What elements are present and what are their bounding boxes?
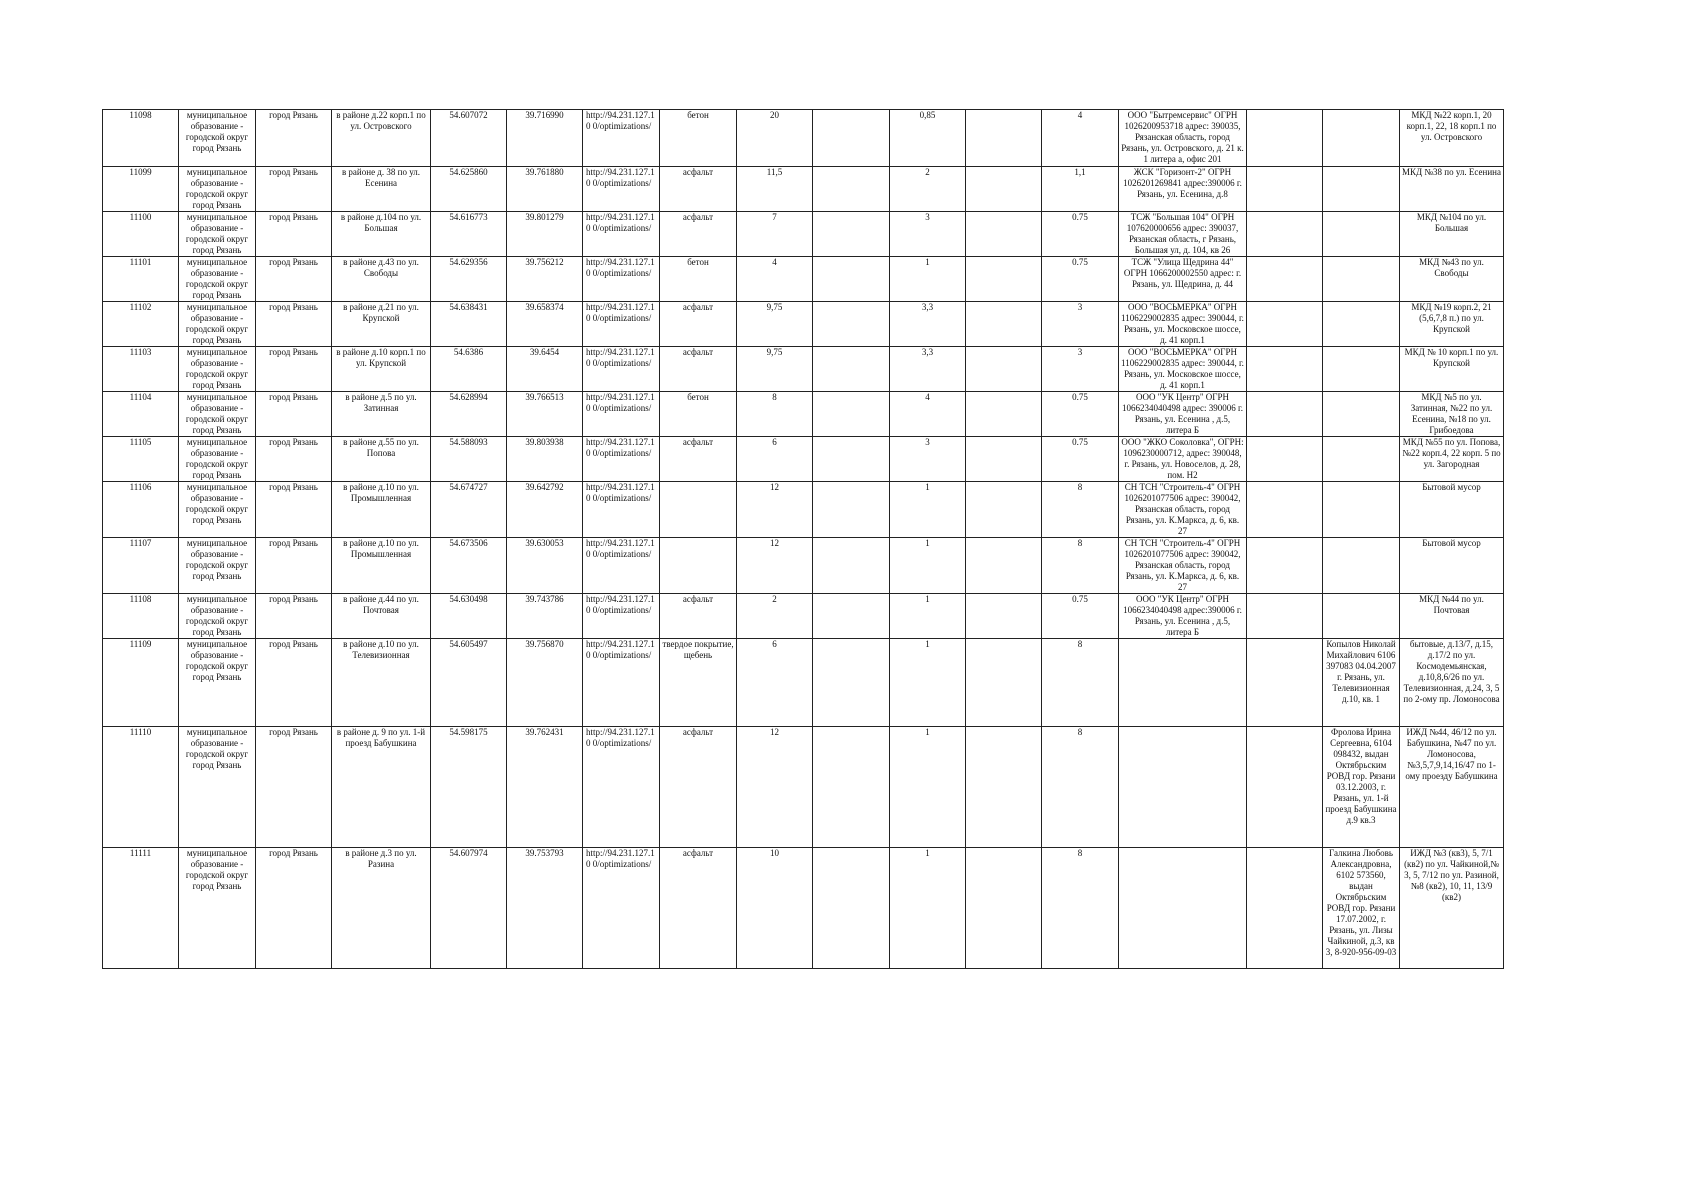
cell-id: 11100: [103, 212, 179, 257]
cell-latitude: 54.630498: [431, 594, 507, 639]
cell-col11: [813, 848, 890, 969]
cell-surface: бетон: [660, 110, 737, 167]
registry-table: [102, 109, 1504, 969]
cell-municipality: муниципальное образование - городской округ город Рязань: [179, 302, 256, 347]
cell-id: 11099: [103, 167, 179, 212]
cell-private-owner: [1323, 302, 1400, 347]
table-row: [103, 392, 1504, 437]
cell-location: в районе д.55 по ул. Попова: [332, 437, 431, 482]
cell-sources: МКД № 10 корп.1 по ул. Крупской: [1400, 347, 1504, 392]
cell-city: город Рязань: [256, 848, 332, 969]
cell-containers: 2: [890, 167, 966, 212]
cell-containers: 3: [890, 437, 966, 482]
cell-volume: 8: [1042, 639, 1119, 727]
cell-surface: асфальт: [660, 727, 737, 848]
table-row: [103, 482, 1504, 538]
cell-longitude: 39.743786: [507, 594, 583, 639]
cell-map-link[interactable]: http://94.231.127.10 0/optimizations/: [583, 437, 660, 482]
cell-longitude: 39.756212: [507, 257, 583, 302]
cell-latitude: 54.625860: [431, 167, 507, 212]
cell-sources: МКД №5 по ул. Затинная, №22 по ул. Есенина, №18 по ул. Грибоедова: [1400, 392, 1504, 437]
cell-private-owner: [1323, 257, 1400, 302]
cell-col16: [1247, 437, 1323, 482]
cell-area: 20: [737, 110, 813, 167]
cell-city: город Рязань: [256, 347, 332, 392]
cell-volume: 8: [1042, 727, 1119, 848]
cell-containers: 1: [890, 639, 966, 727]
cell-volume: 0.75: [1042, 392, 1119, 437]
cell-col16: [1247, 482, 1323, 538]
cell-col13: [966, 639, 1042, 727]
cell-owner: ООО "ЖКО Соколовка", ОГРН: 1096230000712, адрес: 390048, г. Рязань, ул. Новоселов, д. 28, пом. Н2: [1119, 437, 1247, 482]
cell-private-owner: [1323, 110, 1400, 167]
cell-latitude: 54.628994: [431, 392, 507, 437]
cell-map-link[interactable]: http://94.231.127.10 0/optimizations/: [583, 727, 660, 848]
cell-longitude: 39.761880: [507, 167, 583, 212]
cell-private-owner: [1323, 437, 1400, 482]
cell-latitude: 54.605497: [431, 639, 507, 727]
cell-city: город Рязань: [256, 594, 332, 639]
cell-volume: 0.75: [1042, 212, 1119, 257]
cell-longitude: 39.6454: [507, 347, 583, 392]
cell-sources: МКД №55 по ул. Попова, №22 корп.4, 22 корп. 5 по ул. Загородная: [1400, 437, 1504, 482]
cell-id: 11101: [103, 257, 179, 302]
cell-owner: СН ТСН "Строитель-4" ОГРН 1026201077506 адрес: 390042, Рязанская область, город Рязань, ул. К.Маркса, д. 6, кв. 27: [1119, 538, 1247, 594]
cell-map-link[interactable]: http://94.231.127.10 0/optimizations/: [583, 594, 660, 639]
cell-city: город Рязань: [256, 727, 332, 848]
cell-col13: [966, 538, 1042, 594]
cell-map-link[interactable]: http://94.231.127.10 0/optimizations/: [583, 848, 660, 969]
cell-col16: [1247, 538, 1323, 594]
cell-owner: ООО "ВОСЬМЕРКА" ОГРН 1106229002835 адрес: 390044, г. Рязань, ул. Московское шоссе, д. 41 корп.1: [1119, 347, 1247, 392]
table-row: [103, 302, 1504, 347]
cell-owner: СН ТСН "Строитель-4" ОГРН 1026201077506 адрес: 390042, Рязанская область, город Рязань, ул. К.Маркса, д. 6, кв. 27: [1119, 482, 1247, 538]
cell-containers: 4: [890, 392, 966, 437]
cell-municipality: муниципальное образование - городской округ город Рязань: [179, 167, 256, 212]
cell-map-link[interactable]: http://94.231.127.10 0/optimizations/: [583, 392, 660, 437]
cell-sources: МКД №44 по ул. Почтовая: [1400, 594, 1504, 639]
cell-col13: [966, 347, 1042, 392]
cell-col13: [966, 110, 1042, 167]
cell-municipality: муниципальное образование - городской округ город Рязань: [179, 212, 256, 257]
cell-latitude: 54.6386: [431, 347, 507, 392]
cell-containers: 1: [890, 482, 966, 538]
cell-latitude: 54.607974: [431, 848, 507, 969]
cell-latitude: 54.588093: [431, 437, 507, 482]
table-row: [103, 257, 1504, 302]
cell-private-owner: Галкина Любовь Александровна, 6102 573560, выдан Октябрьским РОВД гор. Рязани 17.07.2002, г. Рязань, ул. Лизы Чайкиной, д.3, кв 3, 8-920-956-09-03: [1323, 848, 1400, 969]
cell-id: 11111: [103, 848, 179, 969]
cell-owner: [1119, 639, 1247, 727]
table-row: [103, 848, 1504, 969]
table-row: [103, 639, 1504, 727]
cell-containers: 3,3: [890, 302, 966, 347]
cell-municipality: муниципальное образование - городской округ город Рязань: [179, 639, 256, 727]
cell-col11: [813, 727, 890, 848]
cell-longitude: 39.756870: [507, 639, 583, 727]
cell-municipality: муниципальное образование - городской округ город Рязань: [179, 482, 256, 538]
cell-owner: ЖСК "Горизонт-2" ОГРН 1026201269841 адрес:390006 г. Рязань, ул. Есенина, д.8: [1119, 167, 1247, 212]
cell-surface: бетон: [660, 257, 737, 302]
cell-owner: [1119, 727, 1247, 848]
cell-sources: Бытовой мусор: [1400, 538, 1504, 594]
cell-col13: [966, 437, 1042, 482]
cell-city: город Рязань: [256, 538, 332, 594]
cell-col16: [1247, 639, 1323, 727]
cell-sources: ИЖД №3 (кв3), 5, 7/1 (кв2) по ул. Чайкиной,№ 3, 5, 7/12 по ул. Разиной, №8 (кв2), 10, 11, 13/9 (кв2): [1400, 848, 1504, 969]
cell-longitude: 39.753793: [507, 848, 583, 969]
cell-map-link[interactable]: http://94.231.127.10 0/optimizations/: [583, 538, 660, 594]
cell-location: в районе д. 9 по ул. 1-й проезд Бабушкина: [332, 727, 431, 848]
cell-id: 11107: [103, 538, 179, 594]
cell-area: 9,75: [737, 302, 813, 347]
cell-private-owner: [1323, 538, 1400, 594]
cell-surface: асфальт: [660, 848, 737, 969]
cell-map-link[interactable]: http://94.231.127.10 0/optimizations/: [583, 302, 660, 347]
cell-col13: [966, 392, 1042, 437]
cell-municipality: муниципальное образование - городской округ город Рязань: [179, 538, 256, 594]
cell-longitude: 39.642792: [507, 482, 583, 538]
cell-owner: ТСЖ "Большая 104" ОГРН 107620000656 адрес: 390037, Рязанская область, г Рязань, Большая ул, д. 104, кв 26: [1119, 212, 1247, 257]
cell-col11: [813, 347, 890, 392]
cell-sources: МКД №22 корп.1, 20 корп.1, 22, 18 корп.1 по ул. Островского: [1400, 110, 1504, 167]
cell-containers: 1: [890, 727, 966, 848]
cell-owner: ООО "УК Центр" ОГРН 1066234040498 адрес: 390006 г. Рязань, ул. Есенина , д.5, литера Б: [1119, 392, 1247, 437]
cell-surface: асфальт: [660, 347, 737, 392]
cell-area: 4: [737, 257, 813, 302]
cell-col13: [966, 727, 1042, 848]
cell-sources: МКД №19 корп.2, 21 (5,6,7,8 п.) по ул. Крупской: [1400, 302, 1504, 347]
cell-id: 11105: [103, 437, 179, 482]
cell-col13: [966, 482, 1042, 538]
cell-private-owner: [1323, 594, 1400, 639]
cell-city: город Рязань: [256, 639, 332, 727]
cell-area: 2: [737, 594, 813, 639]
cell-surface: бетон: [660, 392, 737, 437]
cell-col11: [813, 302, 890, 347]
cell-city: город Рязань: [256, 302, 332, 347]
cell-id: 11102: [103, 302, 179, 347]
cell-containers: 0,85: [890, 110, 966, 167]
cell-col11: [813, 538, 890, 594]
table-row: [103, 212, 1504, 257]
cell-col13: [966, 848, 1042, 969]
cell-col13: [966, 594, 1042, 639]
cell-private-owner: [1323, 347, 1400, 392]
cell-map-link[interactable]: http://94.231.127.10 0/optimizations/: [583, 639, 660, 727]
cell-municipality: муниципальное образование - городской округ город Рязань: [179, 437, 256, 482]
cell-longitude: 39.762431: [507, 727, 583, 848]
cell-private-owner: [1323, 482, 1400, 538]
cell-longitude: 39.716990: [507, 110, 583, 167]
cell-volume: 8: [1042, 848, 1119, 969]
cell-col16: [1247, 594, 1323, 639]
cell-containers: 3,3: [890, 347, 966, 392]
cell-sources: МКД №43 по ул. Свободы: [1400, 257, 1504, 302]
cell-city: город Рязань: [256, 257, 332, 302]
cell-city: город Рязань: [256, 437, 332, 482]
cell-surface: [660, 538, 737, 594]
cell-map-link[interactable]: http://94.231.127.10 0/optimizations/: [583, 212, 660, 257]
cell-latitude: 54.638431: [431, 302, 507, 347]
cell-containers: 1: [890, 848, 966, 969]
cell-col11: [813, 437, 890, 482]
cell-volume: 4: [1042, 110, 1119, 167]
cell-id: 11103: [103, 347, 179, 392]
cell-containers: 3: [890, 212, 966, 257]
cell-city: город Рязань: [256, 110, 332, 167]
cell-id: 11109: [103, 639, 179, 727]
cell-col11: [813, 392, 890, 437]
cell-map-link[interactable]: http://94.231.127.10 0/optimizations/: [583, 482, 660, 538]
cell-col11: [813, 639, 890, 727]
cell-volume: 0.75: [1042, 437, 1119, 482]
cell-col16: [1247, 212, 1323, 257]
cell-location: в районе д.43 по ул. Свободы: [332, 257, 431, 302]
cell-longitude: 39.803938: [507, 437, 583, 482]
cell-owner: ТСЖ "Улица Щедрина 44" ОГРН 1066200002550 адрес: г. Рязань, ул. Щедрина, д. 44: [1119, 257, 1247, 302]
cell-surface: асфальт: [660, 302, 737, 347]
cell-col16: [1247, 347, 1323, 392]
cell-longitude: 39.766513: [507, 392, 583, 437]
cell-location: в районе д.21 по ул. Крупской: [332, 302, 431, 347]
cell-city: город Рязань: [256, 167, 332, 212]
cell-sources: МКД №104 по ул. Большая: [1400, 212, 1504, 257]
registry-table-body: [103, 110, 1504, 969]
cell-location: в районе д.10 по ул. Промышленная: [332, 482, 431, 538]
cell-longitude: 39.630053: [507, 538, 583, 594]
cell-municipality: муниципальное образование - городской округ город Рязань: [179, 347, 256, 392]
cell-latitude: 54.629356: [431, 257, 507, 302]
cell-municipality: муниципальное образование - городской округ город Рязань: [179, 257, 256, 302]
cell-location: в районе д.44 по ул. Почтовая: [332, 594, 431, 639]
cell-containers: 1: [890, 594, 966, 639]
cell-volume: 8: [1042, 482, 1119, 538]
cell-owner: ООО "Бытремсервис" ОГРН 1026200953718 адрес: 390035, Рязанская область, город Рязань, ул. Островского, д. 21 к. 1 литера а, офис 201: [1119, 110, 1247, 167]
cell-col16: [1247, 257, 1323, 302]
table-row: [103, 110, 1504, 167]
cell-owner: ООО "ВОСЬМЕРКА" ОГРН 1106229002835 адрес: 390044, г. Рязань, ул. Московское шоссе, д. 41 корп.1: [1119, 302, 1247, 347]
cell-location: в районе д.5 по ул. Затинная: [332, 392, 431, 437]
cell-municipality: муниципальное образование - городской округ город Рязань: [179, 594, 256, 639]
cell-volume: 8: [1042, 538, 1119, 594]
cell-map-link[interactable]: http://94.231.127.10 0/optimizations/: [583, 257, 660, 302]
cell-col11: [813, 594, 890, 639]
cell-area: 7: [737, 212, 813, 257]
cell-map-link[interactable]: http://94.231.127.10 0/optimizations/: [583, 347, 660, 392]
cell-municipality: муниципальное образование - городской округ город Рязань: [179, 727, 256, 848]
cell-col16: [1247, 302, 1323, 347]
cell-map-link[interactable]: http://94.231.127.10 0/optimizations/: [583, 167, 660, 212]
cell-surface: асфальт: [660, 437, 737, 482]
cell-col11: [813, 212, 890, 257]
cell-location: в районе д. 38 по ул. Есенина: [332, 167, 431, 212]
cell-col13: [966, 212, 1042, 257]
cell-latitude: 54.674727: [431, 482, 507, 538]
cell-col11: [813, 110, 890, 167]
cell-id: 11098: [103, 110, 179, 167]
cell-location: в районе д.3 по ул. Разина: [332, 848, 431, 969]
cell-location: в районе д.104 по ул. Большая: [332, 212, 431, 257]
cell-surface: [660, 482, 737, 538]
cell-private-owner: Фролова Ирина Сергеевна, 6104 098432, выдан Октябрьским РОВД гор. Рязани 03.12.2003, г. Рязань, ул. 1-й проезд Бабушкина д.9 кв.3: [1323, 727, 1400, 848]
cell-col11: [813, 482, 890, 538]
table-row: [103, 347, 1504, 392]
cell-private-owner: [1323, 392, 1400, 437]
cell-city: город Рязань: [256, 392, 332, 437]
cell-surface: асфальт: [660, 167, 737, 212]
cell-col13: [966, 302, 1042, 347]
cell-owner: [1119, 848, 1247, 969]
cell-area: 6: [737, 437, 813, 482]
cell-col16: [1247, 848, 1323, 969]
table-row: [103, 167, 1504, 212]
cell-map-link[interactable]: http://94.231.127.10 0/optimizations/: [583, 110, 660, 167]
cell-volume: 3: [1042, 302, 1119, 347]
cell-col16: [1247, 727, 1323, 848]
table-row: [103, 594, 1504, 639]
cell-volume: 1,1: [1042, 167, 1119, 212]
cell-col13: [966, 167, 1042, 212]
cell-latitude: 54.598175: [431, 727, 507, 848]
cell-area: 12: [737, 727, 813, 848]
cell-private-owner: [1323, 167, 1400, 212]
cell-containers: 1: [890, 538, 966, 594]
cell-sources: МКД №38 по ул. Есенина: [1400, 167, 1504, 212]
cell-owner: ООО "УК Центр" ОГРН 1066234040498 адрес:390006 г. Рязань, ул. Есенина , д.5, литера Б: [1119, 594, 1247, 639]
cell-area: 8: [737, 392, 813, 437]
table-row: [103, 437, 1504, 482]
cell-location: в районе д.10 корп.1 по ул. Крупской: [332, 347, 431, 392]
cell-sources: Бытовой мусор: [1400, 482, 1504, 538]
cell-id: 11110: [103, 727, 179, 848]
cell-id: 11104: [103, 392, 179, 437]
cell-latitude: 54.616773: [431, 212, 507, 257]
cell-area: 12: [737, 482, 813, 538]
cell-longitude: 39.658374: [507, 302, 583, 347]
cell-municipality: муниципальное образование - городской округ город Рязань: [179, 110, 256, 167]
cell-sources: ИЖД №44, 46/12 по ул. Бабушкина, №47 по ул. Ломоносова, №3,5,7,9,14,16/47 по 1-ому проезду Бабушкина: [1400, 727, 1504, 848]
cell-private-owner: [1323, 212, 1400, 257]
cell-latitude: 54.607072: [431, 110, 507, 167]
cell-city: город Рязань: [256, 482, 332, 538]
cell-area: 11,5: [737, 167, 813, 212]
cell-area: 12: [737, 538, 813, 594]
cell-col13: [966, 257, 1042, 302]
cell-private-owner: Копылов Николай Михайлович 6106 397083 04.04.2007 г. Рязань, ул. Телевизионная д.10, кв. 1: [1323, 639, 1400, 727]
cell-location: в районе д.10 по ул. Телевизионная: [332, 639, 431, 727]
cell-city: город Рязань: [256, 212, 332, 257]
cell-id: 11108: [103, 594, 179, 639]
cell-id: 11106: [103, 482, 179, 538]
cell-sources: бытовые, д.13/7, д.15, д.17/2 по ул. Космодемьянская, д.10,8,6/26 по ул. Телевизионная, д.24, 3, 5 по 2-ому пр. Ломоносова: [1400, 639, 1504, 727]
cell-col16: [1247, 392, 1323, 437]
cell-location: в районе д.22 корп.1 по ул. Островского: [332, 110, 431, 167]
cell-latitude: 54.673506: [431, 538, 507, 594]
cell-col16: [1247, 110, 1323, 167]
cell-col11: [813, 167, 890, 212]
cell-volume: 3: [1042, 347, 1119, 392]
cell-longitude: 39.801279: [507, 212, 583, 257]
table-row: [103, 727, 1504, 848]
cell-volume: 0.75: [1042, 594, 1119, 639]
cell-area: 10: [737, 848, 813, 969]
cell-location: в районе д.10 по ул. Промышленная: [332, 538, 431, 594]
cell-col11: [813, 257, 890, 302]
cell-containers: 1: [890, 257, 966, 302]
cell-municipality: муниципальное образование - городской округ город Рязань: [179, 392, 256, 437]
cell-area: 9,75: [737, 347, 813, 392]
cell-surface: асфальт: [660, 212, 737, 257]
cell-volume: 0.75: [1042, 257, 1119, 302]
cell-surface: асфальт: [660, 594, 737, 639]
cell-municipality: муниципальное образование - городской округ город Рязань: [179, 848, 256, 969]
cell-surface: твердое покрытие, щебень: [660, 639, 737, 727]
cell-col16: [1247, 167, 1323, 212]
cell-area: 6: [737, 639, 813, 727]
table-row: [103, 538, 1504, 594]
